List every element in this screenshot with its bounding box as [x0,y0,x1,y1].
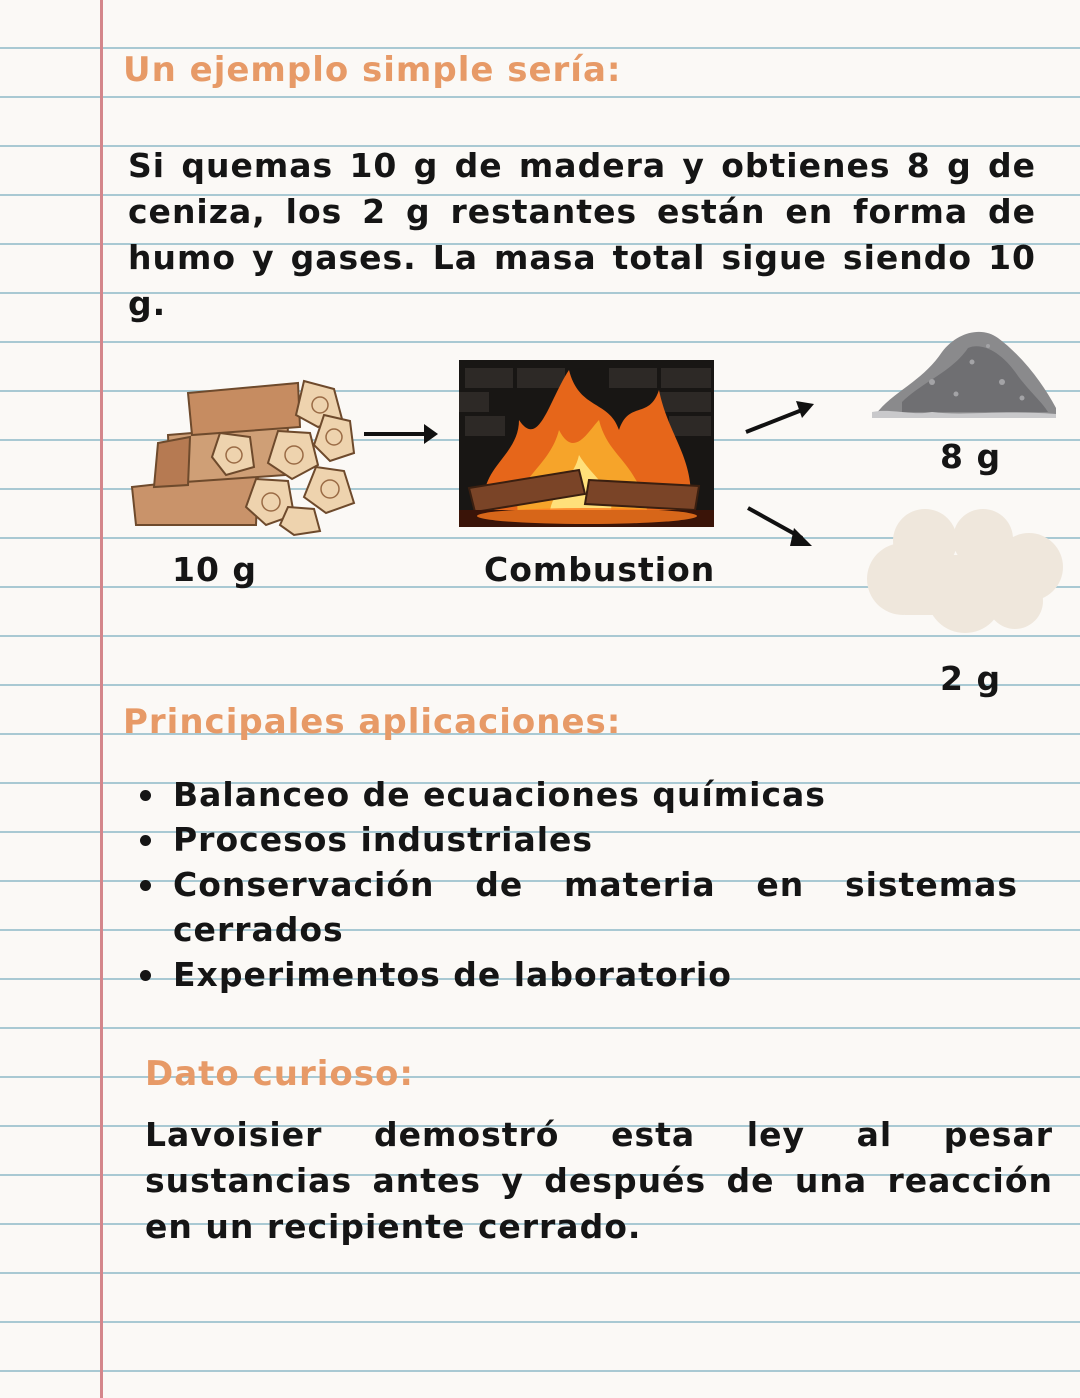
applications-list [130,772,1018,997]
list-item: Procesos industriales [130,817,1018,862]
combustion-label: Combustion [484,550,716,589]
smoke-mass-label: 2 g [940,659,1002,698]
arrow-to-combustion-icon [362,420,440,448]
ash-mass-label: 8 g [940,437,1002,476]
example-text: Si quemas 10 g de madera y obtienes 8 g de ceniza, los 2 g restantes están en forma de humo y gases. La masa total sigue siendo 10 g. [128,146,1036,323]
list-item: Conservación de materia en sistemas cerrados [130,862,1018,952]
example-heading: Un ejemplo simple sería: [123,50,622,90]
notebook-margin-line [100,0,103,1398]
arrow-to-ash-icon [744,398,816,438]
ash-pile-illustration [872,322,1058,418]
list-item: Experimentos de laboratorio [130,952,1018,997]
wood-mass-label: 10 g [172,550,258,589]
applications-heading: Principales aplicaciones: [123,702,622,742]
fact-text: Lavoisier demostró esta ley al pesar sustancias antes y después de una reacción en un recipiente cerrado. [145,1115,1053,1246]
smoke-cloud-illustration [865,505,1065,633]
list-item: Balanceo de ecuaciones químicas [130,772,1018,817]
firewood-illustration [128,375,360,535]
fire-illustration [459,360,714,527]
arrow-to-smoke-icon [744,502,816,550]
fact-heading: Dato curioso: [145,1054,414,1094]
